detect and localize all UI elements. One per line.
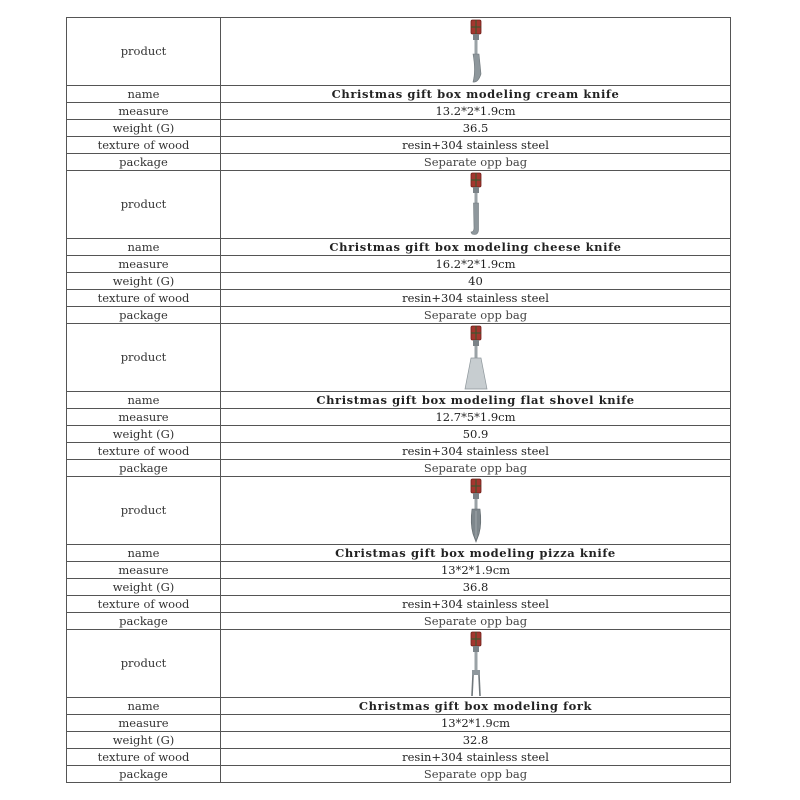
product-package: Separate opp bag <box>221 154 731 171</box>
product-weight: 36.8 <box>221 579 731 596</box>
weight-label: weight (G) <box>67 426 221 443</box>
measure-label: measure <box>67 715 221 732</box>
product-measure: 13*2*1.9cm <box>221 562 731 579</box>
product-name: Christmas gift box modeling flat shovel knife <box>221 392 731 409</box>
product-spec-table <box>66 17 731 783</box>
product-label: product <box>67 171 221 239</box>
measure-label: measure <box>67 409 221 426</box>
measure-label: measure <box>67 562 221 579</box>
product-name: Christmas gift box modeling fork <box>221 698 731 715</box>
name-label: name <box>67 545 221 562</box>
product-label: product <box>67 18 221 86</box>
product-name: Christmas gift box modeling cheese knife <box>221 239 731 256</box>
pizza-knife-icon <box>461 478 491 544</box>
product-image <box>221 477 731 545</box>
product-weight: 36.5 <box>221 120 731 137</box>
product-texture: resin+304 stainless steel <box>221 596 731 613</box>
weight-label: weight (G) <box>67 579 221 596</box>
product-label: product <box>67 324 221 392</box>
product-texture: resin+304 stainless steel <box>221 290 731 307</box>
package-label: package <box>67 613 221 630</box>
product-label: product <box>67 630 221 698</box>
product-name: Christmas gift box modeling pizza knife <box>221 545 731 562</box>
texture-label: texture of wood <box>67 443 221 460</box>
product-texture: resin+304 stainless steel <box>221 749 731 766</box>
product-weight: 32.8 <box>221 732 731 749</box>
fork-icon <box>461 631 491 697</box>
measure-label: measure <box>67 256 221 273</box>
product-image <box>221 630 731 698</box>
product-label: product <box>67 477 221 545</box>
product-package: Separate opp bag <box>221 460 731 477</box>
product-package: Separate opp bag <box>221 307 731 324</box>
product-measure: 12.7*5*1.9cm <box>221 409 731 426</box>
texture-label: texture of wood <box>67 596 221 613</box>
product-package: Separate opp bag <box>221 613 731 630</box>
product-measure: 13.2*2*1.9cm <box>221 103 731 120</box>
flat-shovel-knife-icon <box>461 325 491 391</box>
product-image <box>221 324 731 392</box>
name-label: name <box>67 239 221 256</box>
product-package: Separate opp bag <box>221 766 731 783</box>
product-image <box>221 18 731 86</box>
name-label: name <box>67 86 221 103</box>
weight-label: weight (G) <box>67 120 221 137</box>
product-weight: 40 <box>221 273 731 290</box>
texture-label: texture of wood <box>67 137 221 154</box>
cream-knife-icon <box>461 19 491 85</box>
measure-label: measure <box>67 103 221 120</box>
package-label: package <box>67 307 221 324</box>
product-row <box>67 171 731 239</box>
cheese-knife-icon <box>461 172 491 238</box>
product-texture: resin+304 stainless steel <box>221 137 731 154</box>
name-label: name <box>67 392 221 409</box>
weight-label: weight (G) <box>67 273 221 290</box>
name-label: name <box>67 698 221 715</box>
texture-label: texture of wood <box>67 749 221 766</box>
product-row <box>67 324 731 392</box>
product-row <box>67 18 731 86</box>
product-image <box>221 171 731 239</box>
product-row <box>67 477 731 545</box>
weight-label: weight (G) <box>67 732 221 749</box>
product-texture: resin+304 stainless steel <box>221 443 731 460</box>
texture-label: texture of wood <box>67 290 221 307</box>
product-name: Christmas gift box modeling cream knife <box>221 86 731 103</box>
product-measure: 13*2*1.9cm <box>221 715 731 732</box>
product-weight: 50.9 <box>221 426 731 443</box>
product-row <box>67 630 731 698</box>
package-label: package <box>67 460 221 477</box>
package-label: package <box>67 154 221 171</box>
package-label: package <box>67 766 221 783</box>
product-measure: 16.2*2*1.9cm <box>221 256 731 273</box>
